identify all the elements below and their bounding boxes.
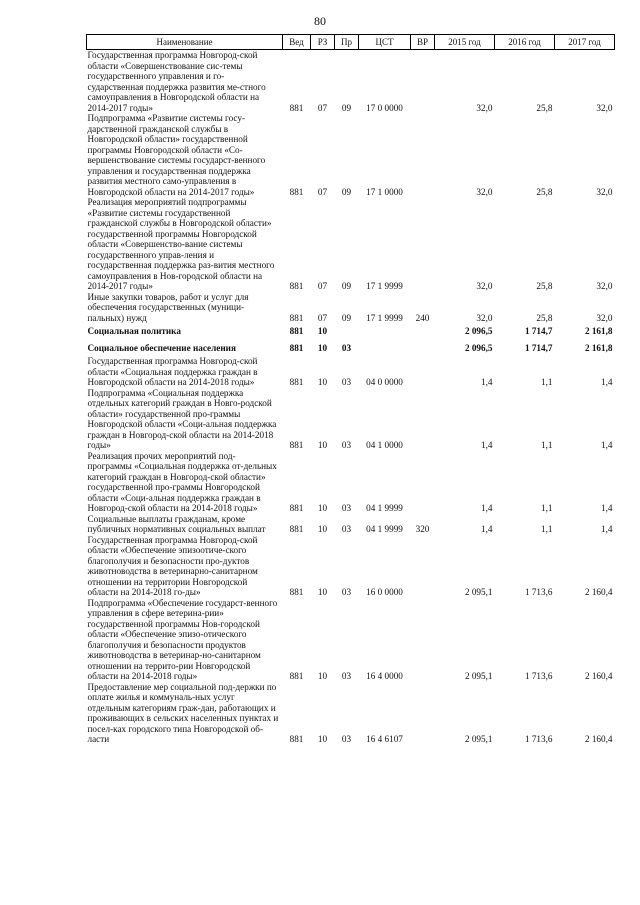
row-name: Социальная политика (87, 326, 181, 336)
row-vr: 240 (415, 312, 430, 323)
row-name: Реализация мероприятий подпрограммы «Развитие системы государственной гражданской службы в Новгородской области» государственной программы Новгородской области «Совершенство-вание системы государственного управ-ления и государственная поддержка раз-вития местного самоуправления в Нов-городской области на 2014-2017 годы» (87, 197, 275, 291)
row-vr (411, 598, 435, 682)
row-2015: 2 096,5 (464, 326, 493, 336)
row-2015: 1,4 (481, 377, 493, 387)
row-ved: 881 (289, 342, 304, 353)
row-2016: 25,8 (536, 102, 553, 113)
table-row (87, 598, 615, 682)
row-name: Подпрограмма «Социальная поддержка отдельных категорий граждан в Новго-родской области» государственной про-граммы Новгородской области «Соци-альная поддержка граждан в Новгород-ской области на 2014-2018 годы» (87, 387, 277, 450)
row-2015: 1,4 (481, 440, 493, 450)
row-rz: 10 (317, 671, 328, 681)
row-pr: 09 (341, 312, 352, 323)
row-rz: 07 (317, 281, 328, 291)
row-pr: 03 (341, 524, 352, 534)
row-rz: 10 (317, 326, 328, 336)
row-2016: 25,8 (536, 312, 553, 323)
row-2015: 1,4 (481, 503, 493, 513)
row-2015: 2 095,1 (464, 587, 493, 597)
row-2015: 32,0 (476, 186, 493, 197)
row-rz: 10 (317, 524, 328, 534)
row-vr: 320 (415, 524, 430, 534)
header-vr: ВР (411, 35, 435, 50)
row-rz: 10 (317, 377, 328, 387)
row-ved: 881 (289, 734, 304, 744)
row-2016: 1,1 (541, 440, 553, 450)
row-2017: 1,4 (601, 524, 613, 534)
row-vr (411, 340, 435, 357)
table-row (87, 197, 615, 292)
row-2015: 2 096,5 (464, 342, 493, 353)
row-2017: 2 160,4 (584, 587, 613, 597)
row-2016: 1 713,6 (524, 734, 553, 744)
row-cst: 17 1 0000 (366, 186, 403, 197)
page-number: 80 (314, 14, 326, 28)
row-2016: 1 714,7 (524, 326, 553, 336)
row-rz: 07 (317, 186, 328, 197)
table-row (87, 356, 615, 388)
row-rz: 07 (317, 102, 328, 113)
header-2017: 2017 год (555, 35, 615, 50)
row-2016: 1 713,6 (524, 587, 553, 597)
row-vr (411, 323, 435, 340)
row-rz: 10 (317, 342, 328, 353)
row-2017: 32,0 (596, 186, 613, 197)
row-vr (411, 388, 435, 451)
table-row (87, 50, 615, 114)
row-2015: 2 095,1 (464, 734, 493, 744)
row-2017: 2 160,4 (584, 671, 613, 681)
row-name: Подпрограмма «Развитие системы госу-дарственной гражданской службы в Новгородской области» государственной программы Новгородской области «Со-вершенствование системы государст-венного управления и государственная поддержка развития местного само-управления в Новгородской области на 2014-2017 годы» (87, 113, 266, 197)
table-row (87, 113, 615, 197)
row-2017: 32,0 (596, 312, 613, 323)
header-cst: ЦСТ (359, 35, 411, 50)
row-name: Реализация прочих мероприятий под-программы «Социальная поддержка от-дельных категорий граждан в Новгород-ской области» государственной про-граммы Новгородской области «Соци-альная поддержка граждан в Новгород-ской области на 2014-2018 годы» (87, 450, 277, 513)
row-2015: 32,0 (476, 102, 493, 113)
row-ved: 881 (289, 503, 304, 513)
row-ved: 881 (289, 587, 304, 597)
table-row (87, 292, 615, 324)
row-pr: 09 (341, 186, 352, 197)
row-2017: 32,0 (596, 281, 613, 291)
row-name: Подпрограмма «Обеспечение государст-венного управления в сфере ветерина-рии» государственной программы Нов-городской области «Обеспечение эпизо-отического благополучия и безопасности продуктов животноводства в ветеринар-но-санитарном отношении на террито-рии Новгородской области на 2014-2018 годы» (87, 597, 278, 681)
header-2015: 2015 год (435, 35, 495, 50)
row-pr: 03 (341, 342, 352, 353)
row-2017: 2 161,8 (584, 326, 613, 336)
row-pr: 03 (341, 503, 352, 513)
table-row (87, 514, 615, 535)
row-name: Государственная программа Новгород-ской области «Обеспечение эпизоотиче-ского благополучия и безопасности про-дуктов животноводства в ветеринарно-санитарном отношении на территории Новгородской области на 2014-2018 го-ды» (87, 534, 258, 597)
row-cst: 04 1 9999 (366, 503, 403, 513)
row-vr (411, 197, 435, 292)
row-name: Социальные выплаты гражданам, кроме публичных нормативных социальных выплат (87, 513, 266, 534)
row-2015: 2 095,1 (464, 671, 493, 681)
row-cst: 04 1 0000 (366, 440, 403, 450)
row-cst: 04 0 0000 (366, 377, 403, 387)
row-ved: 881 (289, 524, 304, 534)
row-rz: 10 (317, 503, 328, 513)
row-cst: 16 4 6107 (366, 734, 403, 744)
row-2016: 1 714,7 (524, 342, 553, 353)
row-ved: 881 (289, 281, 304, 291)
row-2017: 2 161,8 (584, 342, 613, 353)
budget-table (86, 34, 615, 745)
row-name: Социальное обеспечение населения (87, 342, 236, 353)
row-cst: 16 4 0000 (366, 671, 403, 681)
header-pr: Пр (335, 35, 359, 50)
row-pr (335, 323, 359, 340)
row-cst (359, 340, 411, 357)
row-rz: 07 (317, 312, 328, 323)
row-2016: 1,1 (541, 524, 553, 534)
row-vr (411, 356, 435, 388)
table-row (87, 682, 615, 745)
row-cst: 17 1 9999 (366, 312, 403, 323)
row-name: Государственная программа Новгород-ской области «Совершенствование сис-темы государственного управления и го-сударственная поддержка развития ме-стного самоуправления в Новгородской области на 2014-2017 годы» (87, 50, 266, 113)
row-rz: 10 (317, 440, 328, 450)
header-2016: 2016 год (495, 35, 555, 50)
row-ved: 881 (289, 102, 304, 113)
table-row (87, 388, 615, 451)
row-ved: 881 (289, 312, 304, 323)
row-2017: 1,4 (601, 377, 613, 387)
table-row-section (87, 323, 615, 340)
row-ved: 881 (289, 326, 304, 336)
row-2015: 32,0 (476, 281, 493, 291)
row-2016: 1,1 (541, 503, 553, 513)
row-name: Иные закупки товаров, работ и услуг для обеспечения государственных (муници-пальных) нужд (87, 291, 249, 323)
header-rz: РЗ (311, 35, 335, 50)
row-vr (411, 451, 435, 514)
row-ved: 881 (289, 440, 304, 450)
row-2017: 1,4 (601, 503, 613, 513)
row-ved: 881 (289, 377, 304, 387)
header-name: Наименование (87, 35, 283, 50)
row-2016: 1,1 (541, 377, 553, 387)
row-2017: 1,4 (601, 440, 613, 450)
row-cst (359, 323, 411, 340)
row-2016: 25,8 (536, 281, 553, 291)
table-row-section (87, 340, 615, 357)
table-header-row (87, 35, 615, 50)
row-2017: 2 160,4 (584, 734, 613, 744)
row-2017: 32,0 (596, 102, 613, 113)
row-2015: 32,0 (476, 312, 493, 323)
row-vr (411, 535, 435, 598)
row-pr: 03 (341, 440, 352, 450)
row-name: Предоставление мер социальной под-держки по оплате жилья и коммуналь-ных услуг отдельным категориям граж-дан, работающих и проживающих в сельских населенных пунктах и посел-ках городского типа Новгородской об-ласти (87, 681, 279, 744)
header-ved: Вед (283, 35, 311, 50)
row-cst: 04 1 9999 (366, 524, 403, 534)
row-pr: 03 (341, 587, 352, 597)
row-ved: 881 (289, 186, 304, 197)
row-rz: 10 (317, 587, 328, 597)
row-pr: 03 (341, 377, 352, 387)
row-cst: 16 0 0000 (366, 587, 403, 597)
row-ved: 881 (289, 671, 304, 681)
row-2016: 25,8 (536, 186, 553, 197)
row-pr: 09 (341, 281, 352, 291)
row-vr (411, 113, 435, 197)
row-vr (411, 50, 435, 114)
row-2016: 1 713,6 (524, 671, 553, 681)
table-row (87, 535, 615, 598)
table-row (87, 451, 615, 514)
row-pr: 03 (341, 671, 352, 681)
row-vr (411, 682, 435, 745)
row-rz: 10 (317, 734, 328, 744)
row-cst: 17 0 0000 (366, 102, 403, 113)
row-pr: 03 (341, 734, 352, 744)
row-2015: 1,4 (481, 524, 493, 534)
row-name: Государственная программа Новгород-ской области «Социальная поддержка граждан в Новгородской области на 2014-2018 годы» (87, 356, 258, 387)
row-cst: 17 1 9999 (366, 281, 403, 291)
row-pr: 09 (341, 102, 352, 113)
